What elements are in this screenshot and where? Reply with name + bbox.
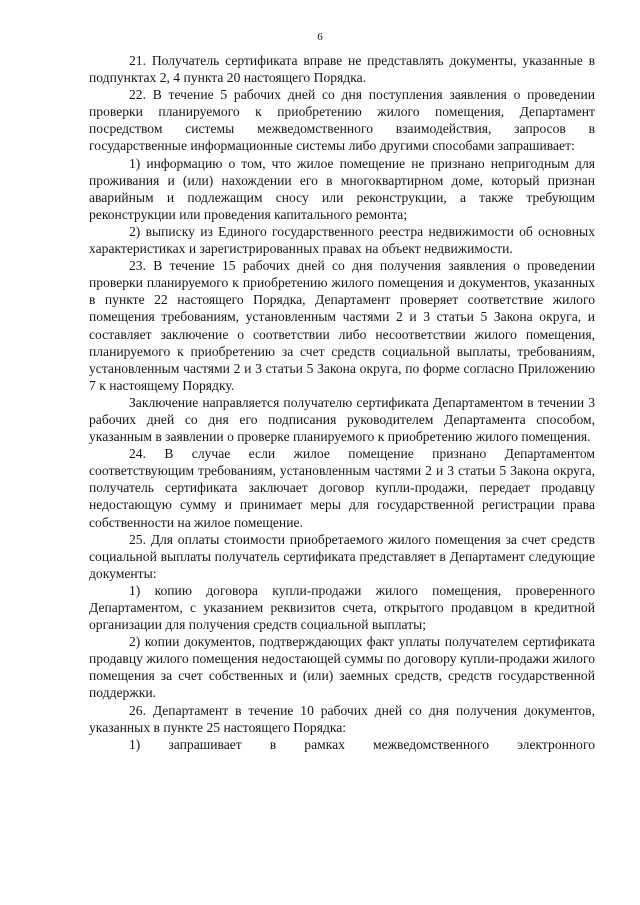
page-number: 6 bbox=[317, 31, 323, 43]
paragraph-24: 24. В случае если жилое помещение признано Департаментом соответствующим требованиям, установленным частями 2 и 3 статьи 5 Закона округа, получатель сертификата заключает договор купли-продажи, передает продавцу недостающую сумму и принимает меры для государственной регистрации права собственности на жилое помещение. bbox=[89, 446, 595, 530]
paragraph-23: 23. В течение 15 рабочих дней со дня получения заявления о проведении проверки планируемого к приобретению жилого помещения и документов, указанных в пункте 22 настоящего Порядка, Департамент проверяет соответствие жилого помещения требованиям, установленным частями 2 и 3 статьи 5 Закона округа, и составляет заключение о соответствии либо несоответствии жилого помещения, планируемого к приобретению за счет средств социальной выплаты, требованиям, установленным частями 2 и 3 статьи 5 Закона округа, по форме согласно Приложению 7 к настоящему Порядку. bbox=[89, 258, 595, 393]
paragraph-22-item-2: 2) выписку из Единого государственного реестра недвижимости об основных характеристиках и зарегистрированных правах на объект недвижимости. bbox=[89, 223, 595, 257]
paragraph-25-item-2: 2) копии документов, подтверждающих факт уплаты получателем сертификата продавцу жилого помещения недостающей суммы по договору купли-продажи жилого помещения за счет собственных и (или) заемных средств, средств государственной поддержки. bbox=[89, 634, 595, 701]
paragraph-23-conclusion: Заключение направляется получателю сертификата Департаментом в течении 3 рабочих дней со дня его подписания руководителем Департамента способом, указанным в заявлении о проверке планируемого к приобретению жилого помещения. bbox=[89, 394, 595, 445]
paragraph-22: 22. В течение 5 рабочих дней со дня поступления заявления о проведении проверки планируемого к приобретению жилого помещения, Департамент посредством системы межведомственного взаимодействия, запросов в государственные информационные системы либо другими способами запрашивает: bbox=[89, 87, 595, 154]
paragraph-26-item-1: 1) запрашивает в рамках межведомственного электронного bbox=[129, 736, 595, 752]
paragraph-22-item-1: 1) информацию о том, что жилое помещение не признано непригодным для проживания и (или) нахождении его в многоквартирном доме, который признан аварийным и подлежащим сносу или реконструкции, а также требующим реконструкции или проведения капитального ремонта; bbox=[89, 155, 595, 222]
paragraph-21: 21. Получатель сертификата вправе не представлять документы, указанные в подпунктах 2, 4 пункта 20 настоящего Порядка. bbox=[89, 53, 595, 86]
document-body bbox=[89, 52, 595, 753]
paragraph-25-item-1: 1) копию договора купли-продажи жилого помещения, проверенного Департаментом, с указанием реквизитов счета, открытого продавцом в кредитной организации для получения средств социальной выплаты; bbox=[89, 582, 595, 633]
paragraph-26: 26. Департамент в течение 10 рабочих дней со дня получения документов, указанных в пункте 25 настоящего Порядка: bbox=[89, 702, 595, 735]
paragraph-25: 25. Для оплаты стоимости приобретаемого жилого помещения за счет средств социальной выплаты получатель сертификата представляет в Департамент следующие документы: bbox=[89, 531, 595, 581]
